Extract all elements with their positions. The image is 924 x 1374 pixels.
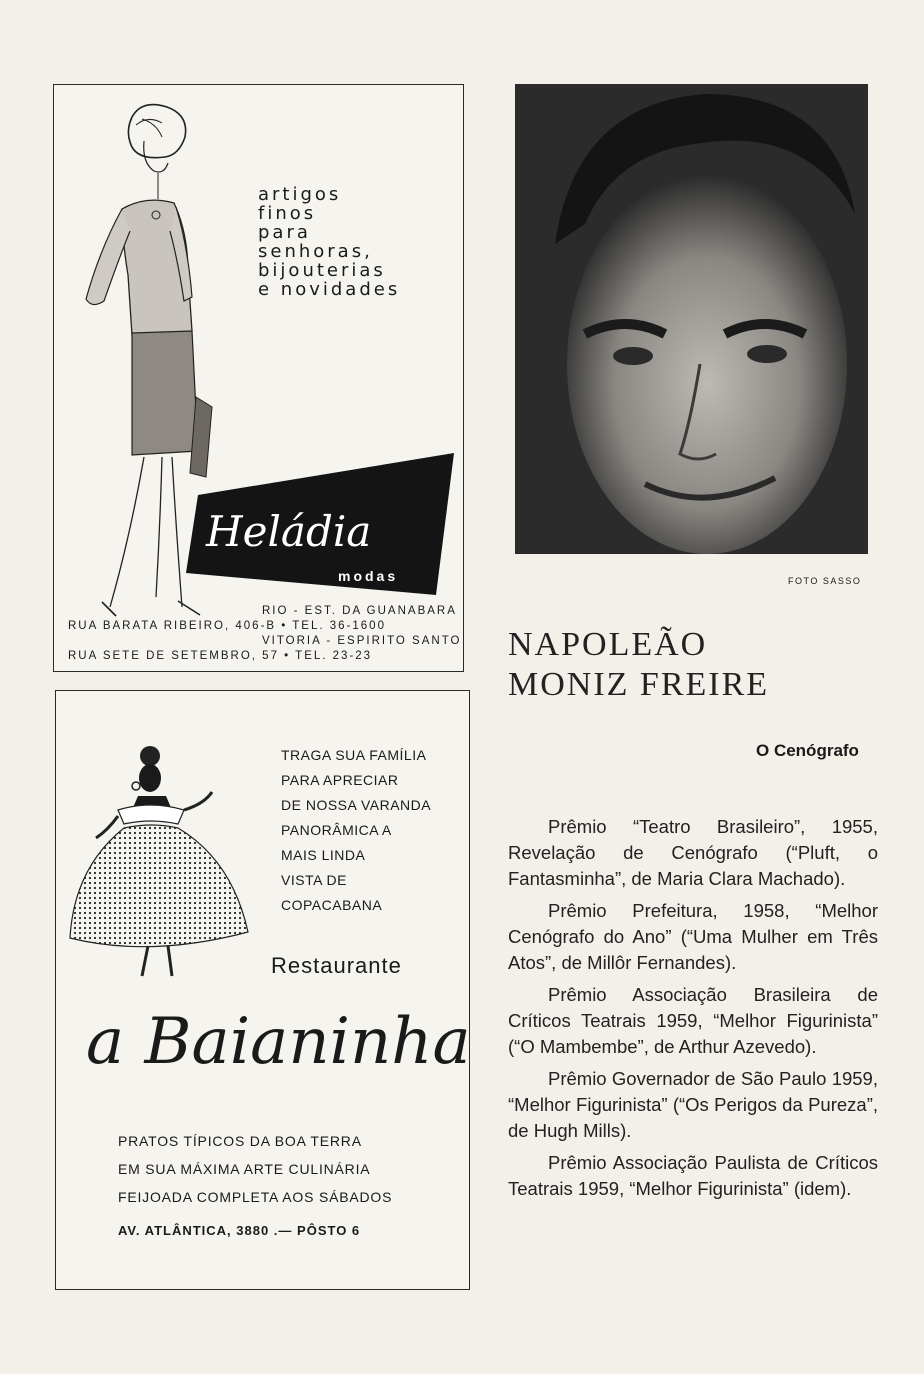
restaurant-address: AV. ATLÂNTICA, 3880 .— PÔSTO 6 xyxy=(118,1223,361,1238)
address-city-2: VITORIA - ESPIRITO SANTO xyxy=(262,635,462,647)
tagline-line: artigos xyxy=(258,184,342,205)
dishes-line: FEIJOADA COMPLETA AOS SÁBADOS xyxy=(118,1189,393,1205)
awards-list xyxy=(508,814,878,1208)
tagline-line: para xyxy=(258,222,311,243)
address-line-2: RUA SETE DE SETEMBRO, 57 • TEL. 23-23 xyxy=(68,650,373,662)
portrait-photo xyxy=(515,84,868,554)
invite-line: PANORÂMICA A xyxy=(281,822,392,838)
invite-line: TRAGA SUA FAMÍLIA xyxy=(281,747,427,763)
brand-name: Heládia xyxy=(206,507,372,556)
invite-line: VISTA DE xyxy=(281,872,347,888)
baianinha-advertisement xyxy=(55,690,470,1290)
heladia-advertisement xyxy=(53,84,464,672)
invite-line: DE NOSSA VARANDA xyxy=(281,797,432,813)
brand-subtitle: modas xyxy=(338,568,399,584)
dishes-text xyxy=(118,1127,392,1211)
award-paragraph: Prêmio “Teatro Brasileiro”, 1955, Revelação de Cenógrafo (“Pluft, o Fantasminha”, de Maria Clara Machado). xyxy=(508,816,878,889)
invite-line: COPACABANA xyxy=(281,897,383,913)
person-role: O Cenógrafo xyxy=(756,741,859,760)
person-name-line-1: NAPOLEÃO xyxy=(508,626,708,663)
restaurant-name: a Baianinha xyxy=(86,1005,471,1079)
tagline-line: senhoras, xyxy=(258,241,373,262)
award-paragraph: Prêmio Prefeitura, 1958, “Melhor Cenógrafo do Ano” (“Uma Mulher em Três Atos”, de Millôr Fernandes). xyxy=(508,900,878,973)
person-name-line-2: MONIZ FREIRE xyxy=(508,666,770,703)
address-city-1: RIO - EST. DA GUANABARA xyxy=(262,605,457,617)
invitation-text xyxy=(281,743,431,918)
tagline-line: e novidades xyxy=(258,279,401,300)
tagline-line: bijouterias xyxy=(258,260,386,281)
invite-line: PARA APRECIAR xyxy=(281,772,399,788)
portrait-image xyxy=(515,84,868,554)
tagline-line: finos xyxy=(258,203,317,224)
award-paragraph: Prêmio Associação Paulista de Críticos Teatrais 1959, “Melhor Figurinista” (idem). xyxy=(508,1152,878,1199)
dishes-line: EM SUA MÁXIMA ARTE CULINÁRIA xyxy=(118,1161,371,1177)
photo-credit: FOTO SASSO xyxy=(788,576,862,586)
restaurant-label: Restaurante xyxy=(271,953,402,978)
award-paragraph: Prêmio Governador de São Paulo 1959, “Melhor Figurinista” (“Os Perigos da Pureza”, de Hugh Mills). xyxy=(508,1068,878,1141)
baiana-woman-illustration xyxy=(68,736,258,986)
award-paragraph: Prêmio Associação Brasileira de Críticos Teatrais 1959, “Melhor Figurinista” (“O Mambembe”, de Arthur Azevedo). xyxy=(508,984,878,1057)
heladia-tagline xyxy=(258,185,458,299)
dishes-line: PRATOS TÍPICOS DA BOA TERRA xyxy=(118,1133,362,1149)
heladia-logo-banner xyxy=(186,453,458,603)
address-line-1: RUA BARATA RIBEIRO, 406-B • TEL. 36-1600 xyxy=(68,620,386,632)
invite-line: MAIS LINDA xyxy=(281,847,366,863)
